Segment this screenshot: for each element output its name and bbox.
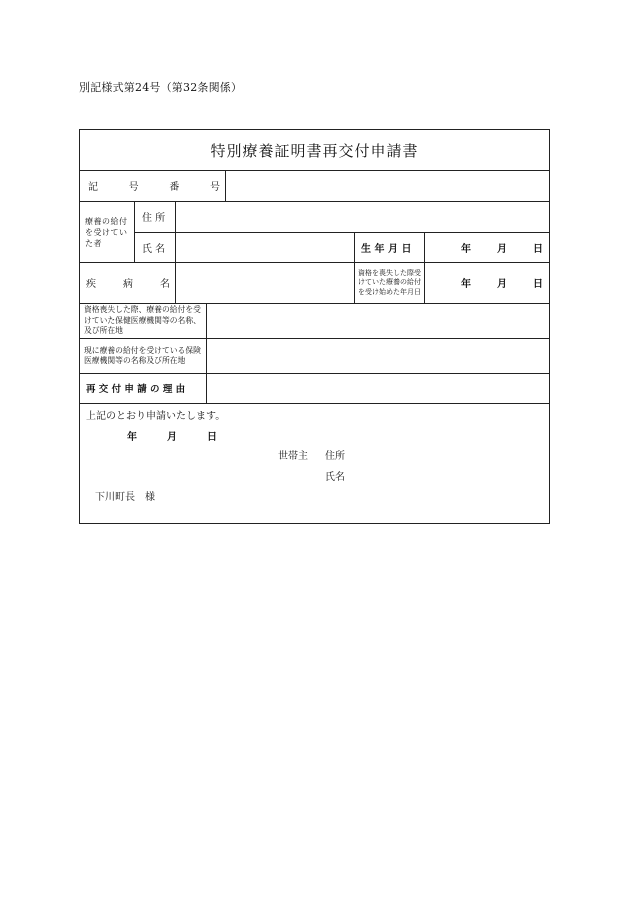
reissue-reason-label: 再 交 付 申 請 の 理 由: [86, 384, 186, 395]
divider: [134, 201, 135, 262]
householder-name-field[interactable]: [352, 467, 542, 483]
reissue-application-form: [79, 129, 550, 524]
label-char: 号: [128, 182, 139, 193]
divider: [354, 232, 355, 303]
addressee: 下川町長 様: [95, 491, 155, 503]
label-char: 病: [123, 279, 133, 290]
prior-institution-label: 資格喪失した際、療養の給付を受けていた保健医療機関等の名称、及び所在地: [84, 305, 201, 336]
prior-institution-field[interactable]: [207, 304, 549, 338]
recipient-address-field[interactable]: [176, 202, 549, 232]
dob-field[interactable]: [461, 232, 543, 262]
current-institution-field[interactable]: [207, 339, 549, 373]
treatment-start-date-label: 資格を喪失した際受けていた療養の給付を受け始めた年月日: [358, 268, 421, 296]
label-char: 疾: [86, 279, 96, 290]
recipient-address-label: 住 所: [142, 213, 166, 224]
divider: [424, 232, 425, 303]
declaration-day-label: 日: [207, 431, 217, 443]
declaration-statement: 上記のとおり申請いたします。: [86, 410, 226, 422]
day-label: 日: [533, 279, 543, 290]
illness-name-label: [86, 262, 170, 303]
divider: [80, 403, 549, 404]
householder-address-field[interactable]: [352, 446, 542, 462]
householder-label: 世帯主: [278, 450, 308, 462]
householder-address-label: 住所: [325, 450, 345, 462]
label-char: 記: [88, 182, 98, 193]
declaration-year-label: 年: [127, 431, 137, 443]
year-label: 年: [461, 279, 471, 290]
label-char: 番: [169, 182, 180, 193]
year-label: 年: [461, 243, 471, 255]
recipient-name-label: 氏 名: [142, 243, 166, 255]
current-institution-label: 現に療養の給付を受けている保険医療機関等の名称及び所在地: [84, 345, 201, 365]
day-label: 日: [533, 243, 543, 255]
treatment-start-date-field[interactable]: [461, 262, 543, 303]
label-char: 号: [209, 182, 220, 193]
illness-name-field[interactable]: [176, 263, 354, 303]
declaration-month-label: 月: [167, 431, 177, 443]
form-number-heading: 別記様式第24号（第32条関係）: [79, 81, 243, 94]
reissue-reason-field[interactable]: [207, 374, 549, 403]
recipient-name-field[interactable]: [176, 233, 354, 262]
month-label: 月: [497, 243, 507, 255]
symbol-number-field[interactable]: [226, 171, 549, 201]
form-title: 特別療養証明書再交付申請書: [210, 141, 419, 160]
dob-label: 生 年 月 日: [361, 243, 412, 255]
month-label: 月: [497, 279, 507, 290]
recipient-group-label: 療養の給付を受けていた者: [85, 216, 128, 248]
householder-name-label: 氏名: [325, 471, 345, 483]
symbol-number-label: [88, 170, 220, 201]
label-char: 名: [160, 279, 170, 290]
